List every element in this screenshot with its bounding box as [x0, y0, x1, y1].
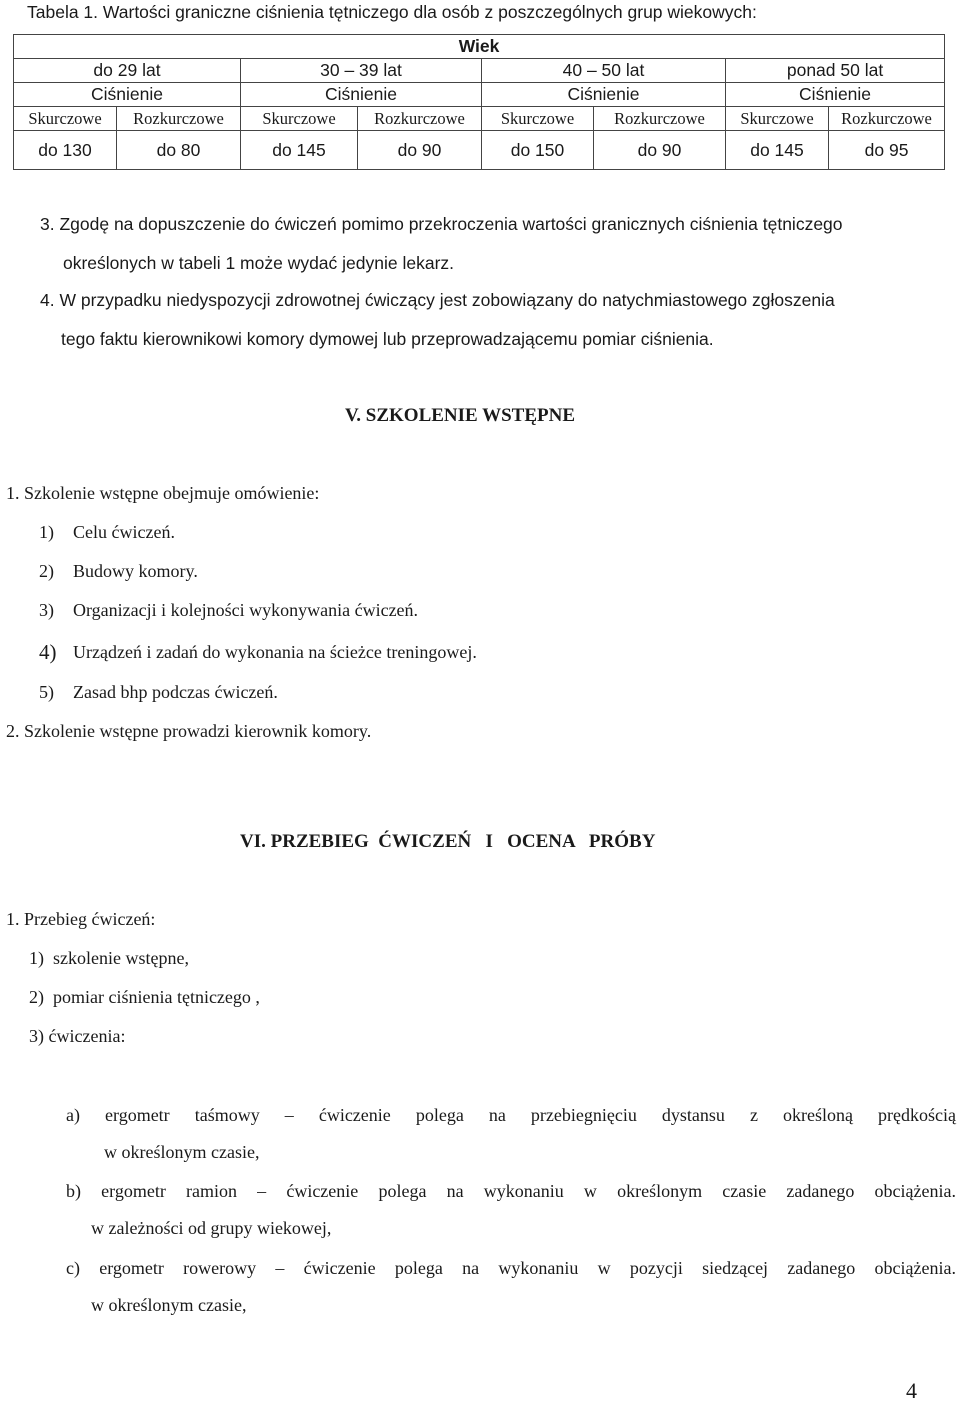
systolic-header: Skurczowe [482, 107, 594, 131]
value-cell: do 80 [117, 131, 241, 170]
section6-item-1: 1. Przebieg ćwiczeń: [6, 909, 156, 929]
age-group-cell: ponad 50 lat [726, 59, 945, 83]
subitem-text: Budowy komory. [73, 561, 198, 581]
exercise-a-continuation: w określonym czasie, [104, 1142, 260, 1162]
section5-item-1: 1. Szkolenie wstępne obejmuje omówienie: [6, 483, 320, 503]
item-text: Zgodę na dopuszczenie do ćwiczeń pomimo przekroczenia wartości granicznych ciśnienia tętniczego [54, 214, 843, 234]
systolic-header: Skurczowe [14, 107, 117, 131]
paragraph-4 [40, 288, 835, 312]
value-cell: do 90 [594, 131, 726, 170]
step-item: 1) szkolenie wstępne, [29, 948, 189, 968]
subitem-number: 3) [39, 600, 54, 620]
value-cell: do 145 [241, 131, 358, 170]
subitem-number: 4) [39, 640, 57, 664]
value-cell: do 145 [726, 131, 829, 170]
age-group-cell: 30 – 39 lat [241, 59, 482, 83]
systolic-header: Skurczowe [726, 107, 829, 131]
page-number: 4 [906, 1378, 917, 1403]
paragraph-4-continuation: tego faktu kierownikowi komory dymowej lub przeprowadzającemu pomiar ciśnienia. [61, 329, 714, 349]
subitem-number: 2) [39, 561, 54, 581]
pressure-label-cell: Ciśnienie [14, 83, 241, 107]
diastolic-header: Rozkurczowe [829, 107, 945, 131]
section5-subitem [39, 559, 198, 583]
section5-subitem [39, 640, 477, 665]
blood-pressure-table [13, 34, 945, 170]
section-heading: V. SZKOLENIE WSTĘPNE [345, 405, 576, 426]
diastolic-header: Rozkurczowe [594, 107, 726, 131]
table-caption: Tabela 1. Wartości graniczne ciśnienia tętniczego dla osób z poszczególnych grup wiekowych: [27, 2, 757, 22]
value-cell: do 130 [14, 131, 117, 170]
subitem-text: Urządzeń i zadań do wykonania na ścieżce treningowej. [73, 642, 477, 662]
paragraph-3-continuation: określonych w tabeli 1 może wydać jedynie lekarz. [63, 253, 455, 273]
subitem-number: 1) [39, 522, 54, 542]
age-group-cell: 40 – 50 lat [482, 59, 726, 83]
exercise-c-continuation: w określonym czasie, [91, 1295, 247, 1315]
section5-subitem [39, 598, 419, 622]
section5-subitem [39, 680, 278, 704]
pressure-label-cell: Ciśnienie [241, 83, 482, 107]
exercise-a: a) ergometr taśmowy – ćwiczenie polega na przebiegnięciu dystansu z określoną prędkością [66, 1105, 956, 1125]
subitem-text: Celu ćwiczeń. [73, 522, 175, 542]
subitem-number: 5) [39, 682, 54, 702]
paragraph-3 [40, 212, 843, 236]
subitem-text: Organizacji i kolejności wykonywania ćwiczeń. [73, 600, 419, 620]
diastolic-header: Rozkurczowe [358, 107, 482, 131]
age-group-header: Wiek [14, 35, 945, 59]
exercise-c: c) ergometr rowerowy – ćwiczenie polega na wykonaniu w pozycji siedzącej zadanego obciążenia. [66, 1258, 956, 1278]
value-cell: do 95 [829, 131, 945, 170]
section5-subitem [39, 520, 175, 544]
section-heading: VI. PRZEBIEG ĆWICZEŃ I OCENA PRÓBY [240, 831, 656, 852]
systolic-header: Skurczowe [241, 107, 358, 131]
step-item: 2) pomiar ciśnienia tętniczego , [29, 987, 260, 1007]
value-cell: do 90 [358, 131, 482, 170]
exercise-b-continuation: w zależności od grupy wiekowej, [91, 1218, 332, 1238]
exercise-b: b) ergometr ramion – ćwiczenie polega na wykonaniu w określonym czasie zadanego obciążenia. [66, 1181, 956, 1201]
pressure-label-cell: Ciśnienie [482, 83, 726, 107]
item-number: 4. [40, 290, 55, 310]
pressure-label-cell: Ciśnienie [726, 83, 945, 107]
item-number: 3. [40, 214, 55, 234]
age-group-cell: do 29 lat [14, 59, 241, 83]
section5-item-2: 2. Szkolenie wstępne prowadzi kierownik komory. [6, 721, 372, 741]
step-item: 3) ćwiczenia: [29, 1026, 126, 1046]
diastolic-header: Rozkurczowe [117, 107, 241, 131]
subitem-text: Zasad bhp podczas ćwiczeń. [73, 682, 278, 702]
value-cell: do 150 [482, 131, 594, 170]
item-text: W przypadku niedyspozycji zdrowotnej ćwiczący jest zobowiązany do natychmiastowego zgłoszenia [54, 290, 835, 310]
